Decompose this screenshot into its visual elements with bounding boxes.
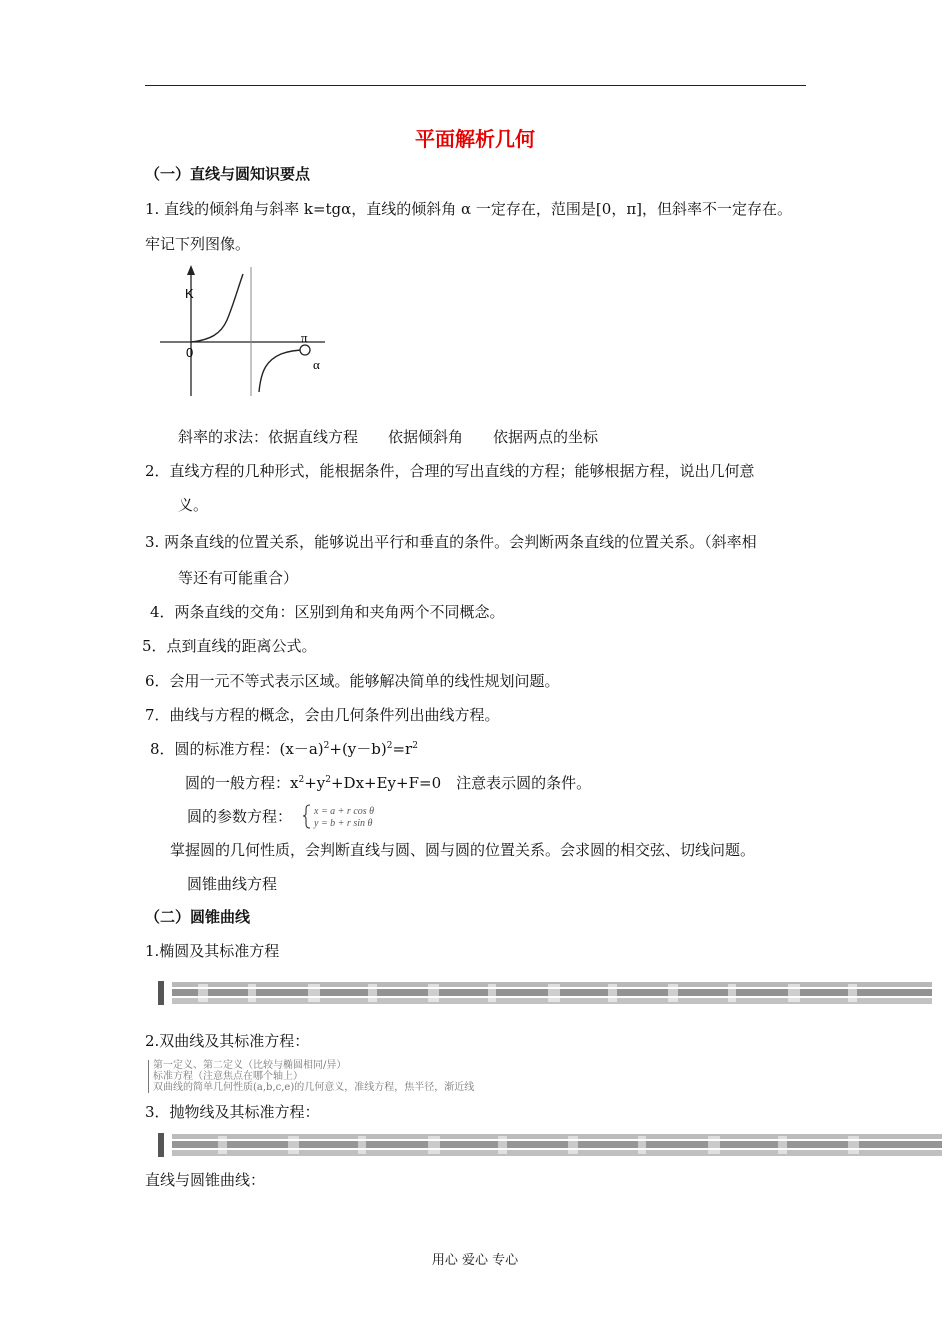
y-axis-arrow	[187, 265, 195, 275]
hyperbola-heading: 2.双曲线及其标准方程：	[145, 1032, 310, 1050]
hyperbola-note-3: 双曲线的简单几何性质(a,b,c,e)的几何意义，准线方程，焦半径，渐近线	[153, 1082, 475, 1093]
point-2-continued: 义。	[178, 496, 209, 514]
hyperbola-note-1: 第一定义、第二定义（比较与椭圆相同/异）	[153, 1060, 347, 1071]
section-heading-1: （一）直线与圆知识要点	[145, 165, 311, 183]
parabola-heading: 3．抛物线及其标准方程：	[145, 1103, 320, 1121]
conic-equation-heading: 圆锥曲线方程	[187, 875, 278, 893]
ellipse-embedded-image	[158, 978, 950, 1008]
slope-angle-graph	[155, 262, 340, 402]
param-x-equation: x = a + r cos θ	[313, 806, 374, 817]
graph-pi-label: π	[301, 330, 308, 345]
point-1-text: 1. 直线的倾斜角与斜率 k=tgα，直线的倾斜角 α 一定存在，范围是[0，π]，但斜率不一定存在。	[145, 200, 793, 218]
remember-graph-text: 牢记下列图像。	[145, 235, 251, 253]
parabola-embedded-image	[158, 1132, 950, 1158]
point-6-text: 6．会用一元不等式表示区域。能够解决简单的线性规划问题。	[145, 672, 560, 690]
ellipse-heading: 1.椭圆及其标准方程	[145, 942, 280, 960]
graph-y-label: K	[185, 286, 194, 301]
point-4-text: 4．两条直线的交角：区别到角和夹角两个不同概念。	[150, 603, 505, 621]
hyperbola-notes	[148, 1060, 474, 1093]
point-5-text: 5．点到直线的距离公式。	[142, 637, 317, 655]
open-endpoint	[300, 345, 310, 355]
left-brace	[303, 805, 310, 828]
point-8-circle-standard: 8．圆的标准方程：$(x-a)^2+(y-b)^2=r^2$	[150, 740, 418, 758]
point-3-text: 3. 两条直线的位置关系，能够说出平行和垂直的条件。会判断两条直线的位置关系。（斜率相	[145, 533, 757, 551]
line-and-conic-heading: 直线与圆锥曲线：	[145, 1171, 266, 1189]
page-footer: 用心 爱心 专心	[431, 1253, 519, 1268]
slope-methods-text: 斜率的求法：依据直线方程 依据倾斜角 依据两点的坐标	[178, 428, 599, 446]
point-2-text: 2．直线方程的几种形式，能根据条件，合理的写出直线的方程；能够根据方程，说出几何意	[145, 462, 755, 480]
point-3-continued: 等还有可能重合）	[178, 569, 299, 587]
parametric-system	[301, 803, 451, 829]
graph-alpha-label: α	[313, 357, 320, 372]
header-rule	[145, 85, 806, 86]
circle-general-equation: 圆的一般方程：$x^2+y^2+Dx+Ey+F=0$ 注意表示圆的条件。	[185, 774, 592, 792]
page-title: 平面解析几何	[415, 127, 535, 151]
param-y-equation: y = b + r sin θ	[313, 818, 373, 829]
point-7-text: 7．曲线与方程的概念，会由几何条件列出曲线方程。	[145, 706, 500, 724]
circle-parametric-equation: 圆的参数方程： x = a + r cos θ y = b + r sin θ	[187, 803, 451, 829]
graph-origin-label: 0	[186, 345, 194, 360]
slope-curve-left	[191, 274, 243, 342]
slope-curve-right	[259, 350, 305, 392]
section-heading-2: （二）圆锥曲线	[145, 908, 251, 926]
circle-geometry-text: 掌握圆的几何性质，会判断直线与圆、圆与圆的位置关系。会求圆的相交弦、切线问题。	[170, 841, 756, 859]
hyperbola-note-2: 标准方程（注意焦点在哪个轴上）	[153, 1071, 303, 1082]
